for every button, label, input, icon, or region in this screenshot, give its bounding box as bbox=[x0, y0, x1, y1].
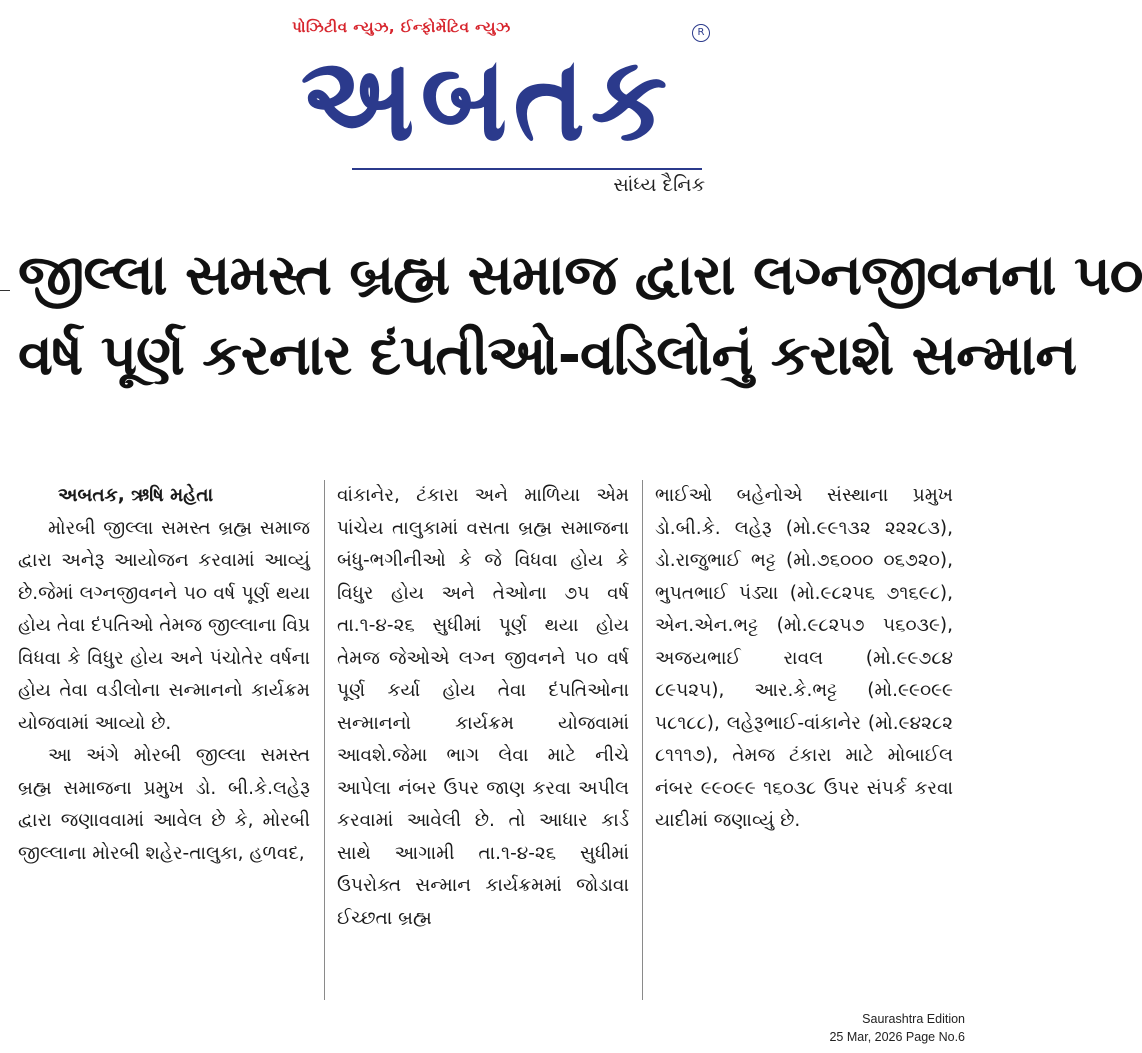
column-divider bbox=[324, 480, 325, 1000]
edition-date-page: 25 Mar, 2026 Page No.6 bbox=[829, 1030, 965, 1044]
edition-name: Saurashtra Edition bbox=[862, 1012, 965, 1026]
margin-tick bbox=[0, 290, 10, 291]
registered-mark-icon: R bbox=[692, 24, 710, 42]
article-column-2 bbox=[337, 480, 629, 935]
edition-info bbox=[800, 1010, 965, 1046]
article-column-3 bbox=[655, 480, 953, 838]
article-paragraph: આ અંગે મોરબી જીલ્લા સમસ્ત બ્રહ્મ સમાજના પ્રમુખ ડો. બી.કે.લહેરૂ દ્વારા જણાવવામાં આવેલ છે કે, મોરબી જીલ્લાના મોરબી શહેર-તાલુકા, હળવદ, bbox=[18, 745, 310, 864]
headline-line: જીલ્લા સમસ્ત બ્રહ્મ સમાજ દ્વારા લગ્નજીવનના ૫૦ bbox=[18, 243, 1142, 308]
masthead bbox=[0, 0, 973, 215]
column-divider bbox=[642, 480, 643, 1000]
masthead-subtitle: સાંધ્ય દૈનિક bbox=[613, 174, 705, 196]
masthead-tagline: પોઝિટીવ ન્યુઝ, ઈન્ફોર્મેટિવ ન્યુઝ bbox=[292, 18, 511, 36]
article-paragraph: વાંકાનેર, ટંકારા અને માળિયા એમ પાંચેય તાલુકામાં વસતા બ્રહ્મ સમાજના બંધુ-ભગીનીઓ કે જે વિધવા હોય કે વિધુર હોય અને તેઓના ૭૫ વર્ષ તા.૧-૪-૨૬ સુધીમાં પૂર્ણ થયા હોય તેમજ જેઓએ લગ્ન જીવનને ૫૦ વર્ષ પૂર્ણ કર્યા હોય તેવા દંપતિઓના સન્માનનો કાર્યક્રમ યોજવામાં આવશે.જેમા ભાગ લેવા માટે નીચે આપેલા નંબર ઉપર જાણ કરવા અપીલ કરવામાં આવેલી છે. તો આધાર કાર્ડ સાથે આગામી તા.૧-૪-૨૬ સુધીમાં ઉપરોક્ત સન્માન કાર્યક્રમમાં જોડાવા ઈચ્છતા બ્રહ્મ bbox=[337, 485, 629, 929]
article-paragraph: ભાઈઓ બહેનોએ સંસ્થાના પ્રમુખ ડો.બી.કે. લહેરૂ (મો.૯૯૧૩૨ ૨૨૨૮૩), ડો.રાજુભાઈ ભટ્ટ (મો.૭૬૦૦૦ ૦૬૭૨૦), ભુપતભાઈ પંડ્યા (મો.૯૮૨૫૬ ૭૧૬૯૮), એન.એન.ભટ્ટ (મો.૯૮૨૫૭ ૫૬૦૩૯), અજયભાઈ રાવલ (મો.૯૯૭૮૪ ૮૯૫૨૫), આર.કે.ભટ્ટ (મો.૯૯૦૯૯ ૫૮૧૮૮), લહેરૂભાઈ-વાંકાનેર (મો.૯૪૨૮૨ ૮૧૧૧૭), તેમજ ટંકારા માટે મોબાઈલ નંબર ૯૯૦૯૯ ૧૬૦૩૮ ઉપર સંપર્ક કરવા યાદીમાં જણાવ્યું છે. bbox=[655, 485, 953, 831]
article-headline bbox=[18, 236, 1142, 396]
newspaper-logo: અબતક bbox=[300, 31, 674, 167]
article-column-1 bbox=[18, 480, 310, 870]
article-paragraph: મોરબી જીલ્લા સમસ્ત બ્રહ્મ સમાજ દ્વારા અનેરૂ આયોજન કરવામાં આવ્યું છે.જેમાં લગ્નજીવનને ૫૦ વર્ષ પૂર્ણ થયા હોય તેવા દંપતિઓ તેમજ જીલ્લાના વિપ્ર વિધવા કે વિધુર હોય અને પંચોતેર વર્ષના હોય તેવા વડીલોના સન્માનનો કાર્યક્રમ યોજવામાં આવ્યો છે. bbox=[18, 517, 310, 734]
logo-underline bbox=[352, 168, 702, 170]
article-byline: અબતક, ઋષિ મહેતા bbox=[58, 485, 214, 506]
headline-line: વર્ષ પૂર્ણ કરનાર દંપતીઓ-વડિલોનું કરાશે સન્માન bbox=[18, 323, 1077, 388]
